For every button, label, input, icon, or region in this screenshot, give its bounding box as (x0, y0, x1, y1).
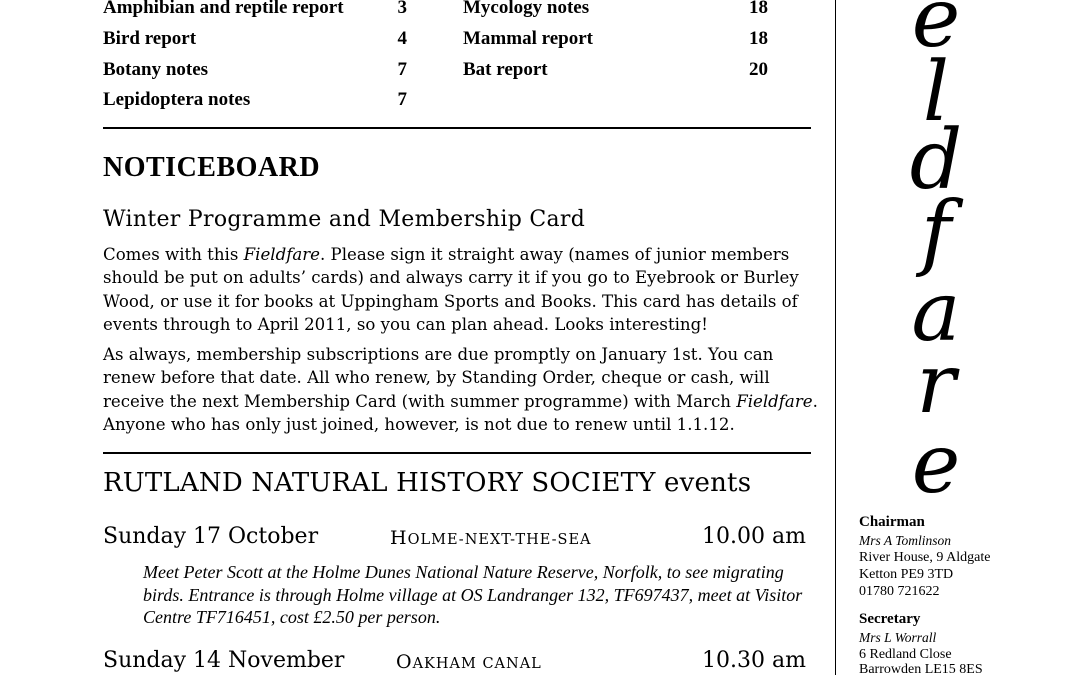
masthead-letter: d (909, 113, 963, 208)
contents-item: Mammal report (463, 28, 593, 49)
masthead-letter: r (916, 337, 956, 432)
event-place: HOLME-NEXT-THE-SEA (390, 527, 592, 549)
column-divider (835, 0, 836, 675)
contents-item: Amphibian and reptile report (103, 0, 344, 18)
contents-item: Lepidoptera notes (103, 89, 251, 110)
section-divider (103, 452, 811, 454)
contents-item: Botany notes (103, 59, 209, 80)
contents-item: Mycology notes (463, 0, 590, 18)
event-time: 10.30 am (702, 648, 806, 673)
contents-page: 4 (397, 28, 407, 49)
membership-card-paragraph: Comes with this Fieldfare. Please sign it straight away (names of junior members should be put on adults’ cards) and always carry it if you go to Eyebrook or Burley Wood, or use it for books at Uppingham Sports and Books. This card has details of events through to April 2011, so you can plan ahead. Looks interesting! (103, 245, 799, 334)
contents-item: Bat report (463, 59, 548, 80)
masthead-letter: a (911, 265, 961, 360)
subscription-paragraph: As always, membership subscriptions are due promptly on January 1st. You can renew before that date. All who renew, by Standing Order, cheque or cash, will receive the next Membership Card (with summer programme) with March Fieldfare. Anyone who has only just joined, however, is not due to renew until 1.1.12. (103, 345, 818, 434)
contents-page: 18 (749, 0, 768, 18)
chairman-phone: 01780 721622 (859, 584, 940, 599)
masthead-letter: e (911, 0, 961, 66)
event-place: OAKHAM CANAL (396, 651, 542, 673)
event-date: Sunday 17 October (103, 524, 319, 549)
event-date: Sunday 14 November (103, 648, 345, 673)
events-heading: RUTLAND NATURAL HISTORY SOCIETY events (103, 468, 752, 498)
membership-card-heading: Winter Programme and Membership Card (103, 207, 586, 232)
masthead-letter: f (920, 185, 952, 280)
chairman-label: Chairman (859, 514, 925, 530)
section-divider (103, 127, 811, 129)
masthead-letter: e (911, 417, 961, 512)
contents-page: 7 (397, 89, 407, 110)
masthead-letter: l (922, 45, 950, 140)
contents-page: 3 (397, 0, 407, 18)
contents-item: Bird report (103, 28, 197, 49)
chairman-address: Ketton PE9 3TD (859, 567, 954, 582)
contents-page: 7 (397, 59, 407, 80)
secretary-address: Barrowden LE15 8ES (859, 662, 983, 677)
contents-page: 20 (749, 59, 768, 80)
secretary-address: 6 Redland Close (859, 647, 952, 662)
noticeboard-heading: NOTICEBOARD (103, 152, 321, 183)
chairman-address: River House, 9 Aldgate (859, 550, 991, 565)
secretary-label: Secretary (859, 611, 921, 627)
event-description: Meet Peter Scott at the Holme Dunes National Nature Reserve, Norfolk, to see migrating birds. Entrance is through Holme village at OS Landranger 132, TF697437, meet at Visitor Centre TF716451, cost £2.50 per person. (143, 562, 803, 627)
chairman-name: Mrs A Tomlinson (859, 533, 952, 548)
secretary-name: Mrs L Worrall (859, 630, 937, 645)
contents-page: 18 (749, 28, 768, 49)
event-time: 10.00 am (702, 524, 806, 549)
